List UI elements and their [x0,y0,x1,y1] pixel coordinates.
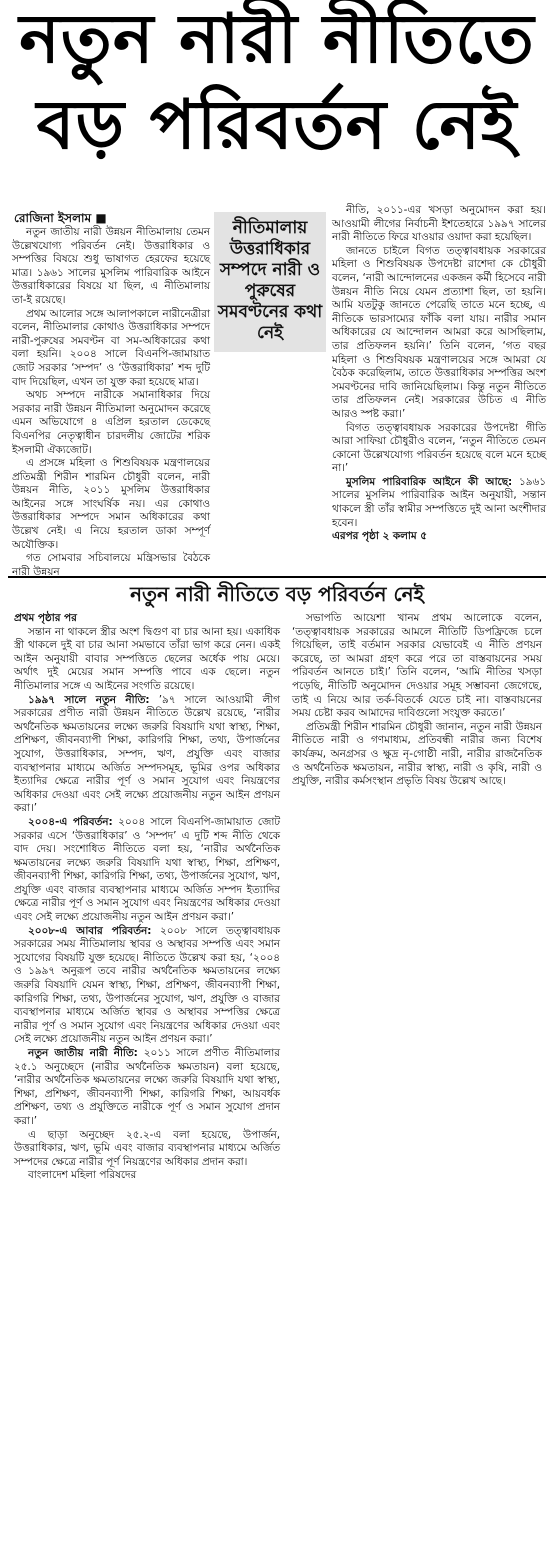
section-divider [8,576,546,578]
paragraph: এ প্রসঙ্গে মহিলা ও শিশুবিষয়ক মন্ত্রণালয়ের প্রতিমন্ত্রী শিরীন শারমিন চৌধুরী বলেন, নারী উন্নয়ন নীতি, ২০১১ মুসলিম উত্তরাধিকার আইনের সঙ্গে সাংঘর্ষিক নয়। এর কোথাও উত্তরাধিকার সম্পদে সমান অধিকারের কথা উল্লেখ নেই। এ নিয়ে হরতাল ডাকা সম্পূর্ণ অযৌক্তিক। [12,457,210,551]
paragraph: বাংলাদেশ মহিলা পরিষদের [28,1169,137,1182]
subheading-text: ১৯৬১ সালের মুসলিম পারিবারিক আইন অনুযায়ী, সন্তান থাকলে স্ত্রী তাঁর স্বামীর সম্পত্তিতে দুই আনা অংশীদার হবেন। [332,475,546,529]
paragraph: নতুন জাতীয় নারী নীতি: ২০১১ সালে প্রণীত নীতিমালার ২৫.১ অনুচ্ছেদে (নারীর অর্থনৈতিক ক্ষমতায়ন) বলা হয়েছে, ‘নারীর অর্থনৈতিক ক্ষমতায়নের লক্ষ্যে জরুরি বিষয়াদি যথা স্বাস্থ্য, শিক্ষা, প্রশিক্ষণ, জীবনব্যাপী শিক্ষা, কারিগরি শিক্ষা, আয়বর্ধক প্রশিক্ষণ, তথ্য ও প্রযুক্তিতে নারীকে পূর্ণ ও সমান সুযোগ প্রদান করা।’ [14,1047,280,1127]
article-column-3 [332,204,546,574]
paragraph: সভাপতি আয়েশা খানম প্রথম আলোকে বলেন, ‘তত্ত্বাবধায়ক সরকারের আমলে নীতিটি ডিপফ্রিজে চলে গিয়েছিল, তাই বর্তমান সরকার যেভাবেই এ নীতি প্রণয়ন করেছে, তা আমরা গ্রহণ করে পরে তা বাস্তবায়নের সময় পরিবর্তন আনতে চাই।’ তিনি বলেন, ‘আমি নীতির খসড়া পড়েছি, নীতিটি অনুমোদন দেওয়ার সমূহ সম্ভাবনা জেগেছে, তাই এ নিয়ে আর তর্ক-বিতর্কে যেতে চাই না। বাস্তবায়নের সময় চেষ্টা করব আমাদের দাবিগুলো সংযুক্ত করতে।’ [292,612,542,720]
paragraph: প্রথম আলোর সঙ্গে আলাপকালে নারীনেত্রীরা বলেন, নীতিমালার কোথাও উত্তরাধিকার সম্পদে নারী-পুরুষের সমবণ্টন বা সম-অধিকারের কথা বলা হয়নি। ২০০৪ সালে বিএনপি-জামায়াত জোট সরকার ‘সম্পদ’ ও ‘উত্তরাধিকার’ শব্দ দুটি বাদ দিয়েছিল, এখন তা যুক্ত করা হয়েছে মাত্র। [12,307,210,388]
continued-headline: নতুন নারী নীতিতে বড় পরিবর্তন নেই [130,582,424,606]
paragraph: এ ছাড়া অনুচ্ছেদ ২৫.২-এ বলা হয়েছে, উপার্জন, উত্তরাধিকার, ঋণ, ভূমি এবং বাজার ব্যবস্থাপনার মাধ্যমে অর্জিত সম্পদের ক্ষেত্রে নারীর পূর্ণ নিয়ন্ত্রণের অধিকার প্রদান করা। [14,1128,280,1168]
paragraph: জানতে চাইলে বিগত তত্ত্বাবধায়ক সরকারের মহিলা ও শিশুবিষয়ক উপদেষ্টা রাশেদা কে চৌধুরী বলেন, ‘নারী আন্দোলনের একজন কর্মী হিসেবে নারী উন্নয়ন নীতি নিয়ে যেমন প্রত্যাশা ছিল, তা হয়নি। আমি যতটুকু জানতে পেরেছি তাতে মনে হচ্ছে, এ নীতিকে ভারসাম্যের ফাঁকি বলা যায়। নারীর সমান অধিকারের যে আন্দোলন আমরা করে আসছিলাম, তার প্রতিফলন হয়নি।’ তিনি বলেন, ‘গত বছর মহিলা ও শিশুবিষয়ক মন্ত্রণালয়ের সঙ্গে আমরা যে বৈঠক করেছিলাম, তাতে উত্তরাধিকার সম্পত্তির অংশ সমবণ্টনের দাবি জানিয়েছিলাম। কিন্তু নতুন নীতিতে তার প্রতিফলন নেই। সরকারের উচিত এ নীতি আরও স্পষ্ট করা।’ [332,244,546,420]
paragraph: সন্তান না থাকলে স্ত্রীর অংশ দ্বিগুণ বা চার আনা হয়। একাধিক স্ত্রী থাকলে দুই বা চার আনা সমভাবে তাঁরা ভাগ করে নেন। একই আইন অনুযায়ী বাবার সম্পত্তিতে ছেলের অর্ধেক পায় মেয়ে। অর্থাৎ দুই মেয়ের সমান সম্পত্তি পাবে এক ছেলে। নতুন নীতিমালার সঙ্গে এ আইনের সংগতি রয়েছে। [14,625,280,692]
paragraph: বিগত তত্ত্বাবধায়ক সরকারের উপদেষ্টা গীতি আরা সাফিয়া চৌধুরীও বলেন, ‘নতুন নীতিতে তেমন কোনো উল্লেখযোগ্য পরিবর্তন হয়েছে বলে মনে হচ্ছে না।’ [332,421,546,475]
paragraph: ১৯৯৭ সালে নতুন নীতি: ’৯৭ সালে আওয়ামী লীগ সরকারের প্রণীত নারী উন্নয়ন নীতিতে উল্লেখ রয়েছে, ‘নারীর অর্থনৈতিক ক্ষমতায়নের লক্ষ্যে জরুরি বিষয়াদি যথা স্বাস্থ্য, শিক্ষা, প্রশিক্ষণ, জীবনব্যাপী শিক্ষা, কারিগরি শিক্ষা, তথ্য, উপার্জনের সুযোগ, উত্তরাধিকার, সম্পদ, ঋণ, প্রযুক্তি এবং বাজার ব্যবস্থাপনার মাধ্যমে অর্জিত সম্পদসমূহ, ভূমির ওপর অধিকার ইত্যাদির ক্ষেত্রে নারীর পূর্ণ ও সমান সুযোগ এবং নিয়ন্ত্রণের অধিকার দেওয়া এবং সেই লক্ষ্যে প্রয়োজনীয় নতুন আইন প্রণয়ন করা।’ [14,693,280,815]
headline-line-2: বড় পরিবর্তন নেই [36,86,518,165]
jump-line: এরপর পৃষ্ঠা ২ কলাম ৫ [332,530,427,543]
continued-column-1 [14,612,280,1557]
paragraph: ২০০৪-এ পরিবর্তন: ২০০৪ সালে বিএনপি-জামায়াত জোট সরকার এসে ‘উত্তরাধিকার’ ও ‘সম্পদ’ এ দুটি শব্দ নীতি থেকে বাদ দেয়। সংশোধিত নীতিতে বলা হয়, ‘নারীর অর্থনৈতিক ক্ষমতায়নের লক্ষ্যে জরুরি বিষয়াদি যথা স্বাস্থ্য, শিক্ষা, প্রশিক্ষণ, জীবনব্যাপী শিক্ষা, কারিগরি শিক্ষা, তথ্য, উপার্জনের সুযোগ, ঋণ, প্রযুক্তি এবং বাজার ব্যবস্থাপনার মাধ্যমে অর্জিত সম্পদ ইত্যাদির ক্ষেত্রে নারীর পূর্ণ ও সমান সুযোগ এবং নিয়ন্ত্রণের অধিকার দেওয়া এবং সেই লক্ষ্যে প্রয়োজনীয় নতুন আইন প্রণয়ন করা।’ [14,815,280,924]
paragraph: নতুন জাতীয় নারী উন্নয়ন নীতিমালায় তেমন উল্লেখযোগ্য পরিবর্তন নেই। উত্তরাধিকার ও সম্পত্তির বিষয়ে শুধু ভাষাগত হেরফের হয়েছে মাত্র। ১৯৬১ সালের মুসলিম পারিবারিক আইনে উত্তরাধিকারের বিষয়ে যা ছিল, এ নীতিমালায় তা-ই রয়েছে। [12,226,210,306]
subheading: মুসলিম পারিবারিক আইনে কী আছে: [346,475,513,488]
paragraph: প্রতিমন্ত্রী শিরীন শারমিন চৌধুরী জানান, নতুন নারী উন্নয়ন নীতিতে নারী ও গণমাধ্যম, প্রতিবন্ধী নারীর জন্য বিশেষ কার্যক্রম, অনগ্রসর ও ক্ষুদ্র নৃ-গোষ্ঠী নারী, নারীর রাজনৈতিক ও অর্থনৈতিক ক্ষমতায়ন, নারীর স্বাস্থ্য, নারী ও কৃষি, নারী ও প্রযুক্তি, নারীর কর্মসংস্থান প্রভৃতি বিষয় উল্লেখ আছে। [292,720,542,788]
paragraph [332,476,546,530]
paragraph: গত সোমবার সচিবালয়ে মন্ত্রিসভার বৈঠকে নারী উন্নয়ন [12,552,210,578]
paragraph: নীতি, ২০১১-এর খসড়া অনুমোদন করা হয়। আওয়ামী লীগের নির্বাচনী ইশতেহারে ১৯৯৭ সালের নারী নীতিতে ফিরে যাওয়ার ওয়াদা করা হয়েছিল। [332,204,546,244]
pull-quote: নীতিমালায় উত্তরাধিকার সম্পদে নারী ও পুরুষের সমবণ্টনের কথা নেই [214,212,326,352]
article-column-2 [214,356,332,566]
byline: রোজিনা ইসলাম ■ [14,211,107,225]
continued-label: প্রথম পৃষ্ঠার পর [14,612,77,624]
headline-line-1: নতুন নারী নীতিতে [19,0,535,79]
article-column-1 [12,226,210,578]
paragraph: ২০০৮-এ আবার পরিবর্তন: ২০০৮ সালে তত্ত্বাবধায়ক সরকারের সময় নীতিমালায় স্থাবর ও অস্থাবর সম্পত্তি এবং সমান সুযোগের বিষয়টি যুক্ত হয়েছে। নীতিতে উল্লেখ করা হয়, ‘২০০৪ ও ১৯৯৭ অনুরূপ তবে নারীর অর্থনৈতিক ক্ষমতায়নের লক্ষ্যে জরুরি বিষয়াদি যেমন স্বাস্থ্য, শিক্ষা, প্রশিক্ষণ, জীবনব্যাপী শিক্ষা, কারিগরি শিক্ষা, তথ্য, উপার্জনের সুযোগ, ঋণ, প্রযুক্তি ও বাজার ব্যবস্থাপনার মাধ্যমে অর্জিত স্থাবর ও অস্থাবর সম্পত্তির ক্ষেত্রে নারীর পূর্ণ ও সমান সুযোগ এবং নিয়ন্ত্রণের অধিকার দেওয়া এবং সেই লক্ষ্যে প্রয়োজনীয় নতুন আইন প্রণয়ন করা।’ [14,924,280,1046]
paragraph: অথচ সম্পদে নারীকে সমানাধিকার দিয়ে সরকার নারী উন্নয়ন নীতিমালা অনুমোদন করেছে এমন অভিযোগে ৪ এপ্রিল হরতাল ডেকেছে বিএনপির নেতৃত্বাধীন চারদলীয় জোটের শরিক ইসলামী ঐক্যজোট। [12,389,210,456]
continued-column-2 [292,612,542,972]
